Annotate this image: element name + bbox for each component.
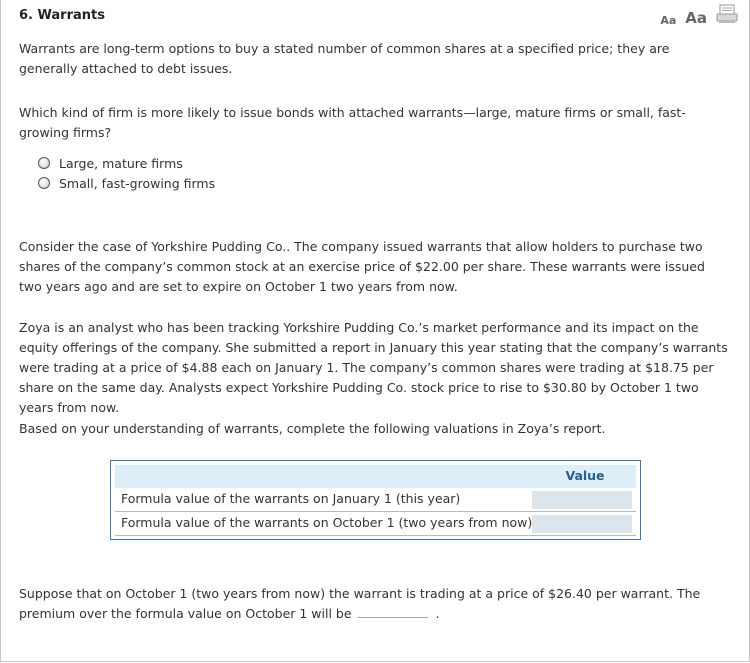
row-label: Formula value of the warrants on January 1 (this year) <box>121 491 461 506</box>
print-icon <box>716 4 738 24</box>
premium-text <box>19 584 731 624</box>
case-text: Based on your understanding of warrants, complete the following valuations in Zoya’s report. <box>19 421 606 436</box>
premium-question <box>19 584 731 624</box>
value-input-january[interactable] <box>532 491 632 509</box>
valuation-table <box>110 460 641 540</box>
case-text: Consider the case of Yorkshire Pudding Co.. The company issued warrants that allow holders to purchase two shares of the company’s common stock at an exercise price of $22.00 per share. These warrants were issued two years ago and are set to expire on October 1 two years from now. <box>19 239 705 294</box>
premium-prompt: Suppose that on October 1 (two years from now) the warrant is trading at a price of $26.40 per warrant. The premium over the formula value on October 1 will be <box>19 586 701 621</box>
question-header <box>19 7 738 27</box>
question-prompt: Which kind of firm is more likely to issue bonds with attached warrants—large, mature firms or small, fast-growing firms? <box>19 105 686 140</box>
table-header <box>115 465 636 488</box>
option-large-mature[interactable] <box>19 153 731 173</box>
case-paragraph-3 <box>19 419 731 439</box>
intro-paragraph: Warrants are long-term options to buy a stated number of common shares at a specified price; they are generally attached to debt issues. <box>19 41 670 76</box>
case-text: Zoya is an analyst who has been tracking Yorkshire Pudding Co.’s market performance and its impact on the equity offerings of the company. She submitted a report in January this year stating that the company’s warrants were trading at a price of $4.88 each on January 1. The company’s common shares were trading at $18.75 per share on the same day. Analysts expect Yorkshire Pudding Co. stock price to rise to $30.80 by October 1 two years from now. <box>19 320 728 415</box>
table-row <box>115 488 636 512</box>
value-column-header: Value <box>565 468 605 483</box>
question-title: 6. Warrants <box>19 8 105 23</box>
value-input-october[interactable] <box>532 515 632 533</box>
table-row <box>115 512 636 536</box>
answer-options <box>19 153 731 193</box>
intro-text-block <box>19 39 731 79</box>
option-label: Large, mature firms <box>59 155 183 171</box>
option-label: Small, fast-growing firms <box>59 175 216 191</box>
premium-period: . <box>435 606 440 621</box>
radio-button[interactable] <box>38 177 50 189</box>
question-prompt-block <box>19 103 731 143</box>
radio-button[interactable] <box>38 157 50 169</box>
row-label: Formula value of the warrants on October 1 (two years from now) <box>121 515 533 530</box>
font-size-increase-button[interactable]: Aa <box>685 9 707 27</box>
case-paragraph-2 <box>19 318 731 418</box>
font-size-decrease-button[interactable]: Aa <box>660 14 677 27</box>
option-small-fast-growing[interactable] <box>19 173 731 193</box>
premium-answer-blank[interactable] <box>358 605 428 618</box>
case-paragraph-1 <box>19 237 731 297</box>
toolbar <box>660 4 738 27</box>
print-button[interactable] <box>716 4 738 27</box>
